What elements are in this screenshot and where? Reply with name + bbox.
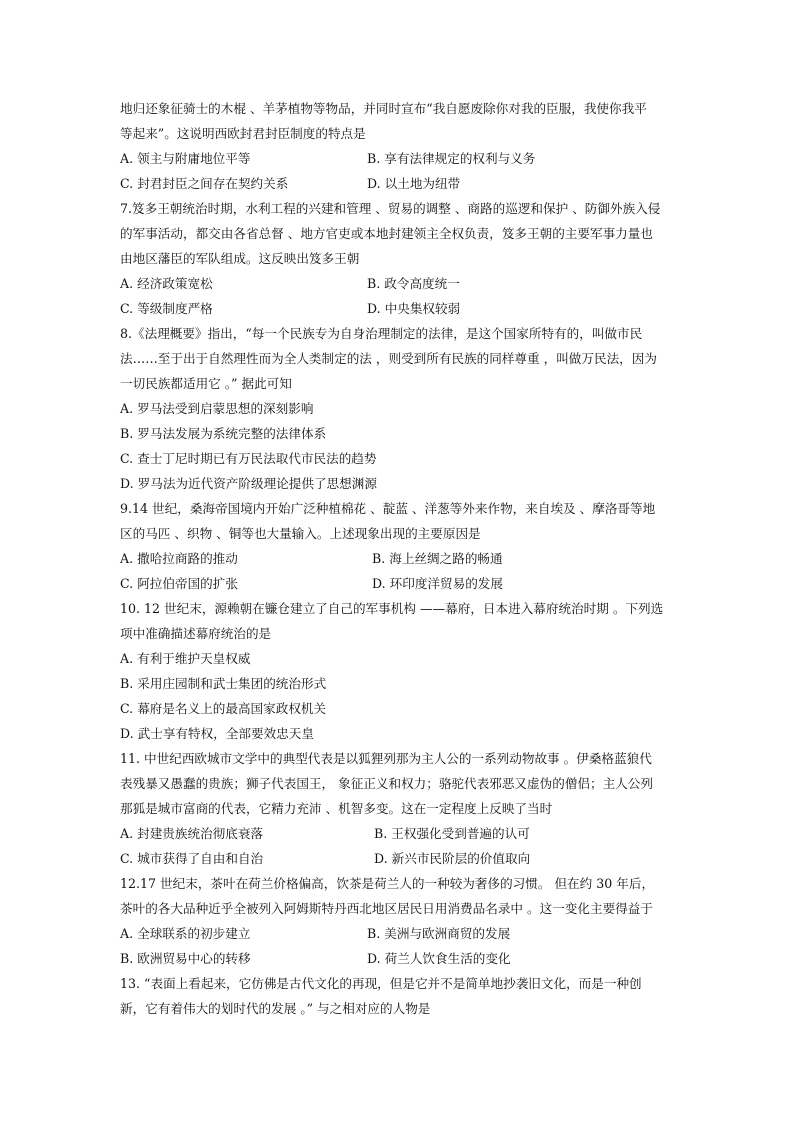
question-stem-line: 表残暴又愚蠢的贵族；狮子代表国王， 象征正义和权力；骆驼代表邪恶又虚伪的僧侣；主人公列 <box>120 776 653 791</box>
option-row <box>120 296 680 321</box>
option-d: D. 荷兰人饮食生活的变化 <box>367 951 511 966</box>
question-7 <box>120 196 680 321</box>
question-8 <box>120 321 680 496</box>
option-a: A. 撒哈拉商路的推动 <box>120 551 238 566</box>
question-9 <box>120 496 680 596</box>
option-row <box>120 821 680 846</box>
option-b: B. 采用庄园制和武士集团的统治形式 <box>120 676 327 691</box>
option-d: D. 以土地为纽带 <box>367 176 461 191</box>
option-row <box>120 271 680 296</box>
question-stem-line: 9.14 世纪，桑海帝国境内开始广泛种植棉花 、靛蓝 、洋葱等外来作物，来自埃及 、摩洛哥等地 <box>120 501 656 516</box>
question-stem-line: 10. 12 世纪末，源赖朝在镰仓建立了自己的军事机构 ——幕府，日本进入幕府统治时期 。下列选 <box>120 601 664 616</box>
option-a: A. 有利于维护天皇权威 <box>120 651 251 666</box>
question-stem-line: 12.17 世纪末，茶叶在荷兰价格偏高，饮茶是荷兰人的一种较为奢侈的习惯。 但在约 30 年后， <box>120 876 655 891</box>
question-stem-line: 11. 中世纪西欧城市文学中的典型代表是以狐狸列那为主人公的一系列动物故事 。伊桑格蓝狼代 <box>120 751 652 766</box>
option-d: D. 中央集权较弱 <box>367 301 461 316</box>
question-stem-line: 13. “表面上看起来，它仿佛是古代文化的再现，但是它并不是简单地抄袭旧文化，而是一种创 <box>120 976 642 991</box>
option-row <box>120 846 680 871</box>
question-stem-line: 新，它有着伟大的划时代的发展 。” 与之相对应的人物是 <box>120 1001 431 1016</box>
option-row <box>120 146 680 171</box>
option-c: C. 城市获得了自由和自治 <box>120 851 264 866</box>
option-c: C. 查士丁尼时期已有万民法取代市民法的趋势 <box>120 451 377 466</box>
option-row <box>120 571 680 596</box>
question-stem-line: 区的马匹 、织物 、铜等也大量输入。上述现象出现的主要原因是 <box>120 526 481 541</box>
option-b: B. 罗马法发展为系统完整的法律体系 <box>120 426 327 441</box>
option-d: D. 环印度洋贸易的发展 <box>372 576 503 591</box>
question-12 <box>120 871 680 971</box>
option-row <box>120 171 680 196</box>
option-c: C. 等级制度严格 <box>120 301 213 316</box>
question-6 <box>120 96 680 196</box>
option-row <box>120 921 680 946</box>
exam-content <box>120 96 680 1021</box>
question-stem-line: 一切民族都适用它 。” 据此可知 <box>120 376 292 391</box>
option-d: D. 新兴市民阶层的价值取向 <box>374 851 531 866</box>
question-stem-line: 法……至于出于自然理性而为全人类制定的法 ，则受到所有民族的同样尊重 ，叫做万民法，因为 <box>120 351 657 366</box>
question-stem-line: 地归还象征骑士的木棍 、羊茅植物等物品，并同时宣布“我自愿废除你对我的臣服，我使你我平 <box>120 101 647 116</box>
option-b: B. 王权强化受到普遍的认可 <box>374 826 530 841</box>
question-13 <box>120 971 680 1021</box>
question-stem-line: 等起来”。这说明西欧封君封臣制度的特点是 <box>120 126 366 141</box>
question-stem-line: 项中准确描述幕府统治的是 <box>120 626 272 641</box>
question-stem-line: 8.《法理概要》指出，“每一个民族专为自身治理制定的法律，是这个国家所特有的，叫做市民 <box>120 326 643 341</box>
option-c: B. 欧洲贸易中心的转移 <box>120 951 251 966</box>
option-b: B. 海上丝绸之路的畅通 <box>372 551 503 566</box>
question-stem-line: 7.笈多王朝统治时期，水利工程的兴建和管理 、贸易的调整 、商路的巡逻和保护 、防御外族入侵 <box>120 201 661 216</box>
option-row <box>120 946 680 971</box>
question-10 <box>120 596 680 746</box>
question-stem-line: 那狐是城市富商的代表，它精力充沛 、机智多变。这在一定程度上反映了当时 <box>120 801 553 816</box>
option-a: A. 领主与附庸地位平等 <box>120 151 251 166</box>
option-a: A. 经济政策宽松 <box>120 276 213 291</box>
option-b: B. 享有法律规定的权利与义务 <box>367 151 536 166</box>
option-a: A. 罗马法受到启蒙思想的深刻影响 <box>120 401 314 416</box>
option-c: C. 封君封臣之间存在契约关系 <box>120 176 289 191</box>
option-a: A. 封建贵族统治彻底衰落 <box>120 826 264 841</box>
option-c: C. 幕府是名义上的最高国家政权机关 <box>120 701 327 716</box>
option-c: C. 阿拉伯帝国的扩张 <box>120 576 238 591</box>
option-d: D. 罗马法为近代资产阶级理论提供了思想渊源 <box>120 476 377 491</box>
option-b: B. 美洲与欧洲商贸的发展 <box>367 926 511 941</box>
question-stem-line: 茶叶的各大品种近乎全被列入阿姆斯特丹西北地区居民日用消费品名录中 。这一变化主要得益于 <box>120 901 653 916</box>
option-b: B. 政令高度统一 <box>367 276 460 291</box>
question-11 <box>120 746 680 871</box>
option-a: A. 全球联系的初步建立 <box>120 926 251 941</box>
question-stem-line: 由地区藩臣的军队组成。这反映出笈多王朝 <box>120 251 360 266</box>
option-row <box>120 546 680 571</box>
question-stem-line: 的军事活动，都交由各省总督 、地方官吏或本地封建领主全权负责，笈多王朝的主要军事力量也 <box>120 226 653 241</box>
option-d: D. 武士享有特权，全部要效忠天皇 <box>120 726 314 741</box>
